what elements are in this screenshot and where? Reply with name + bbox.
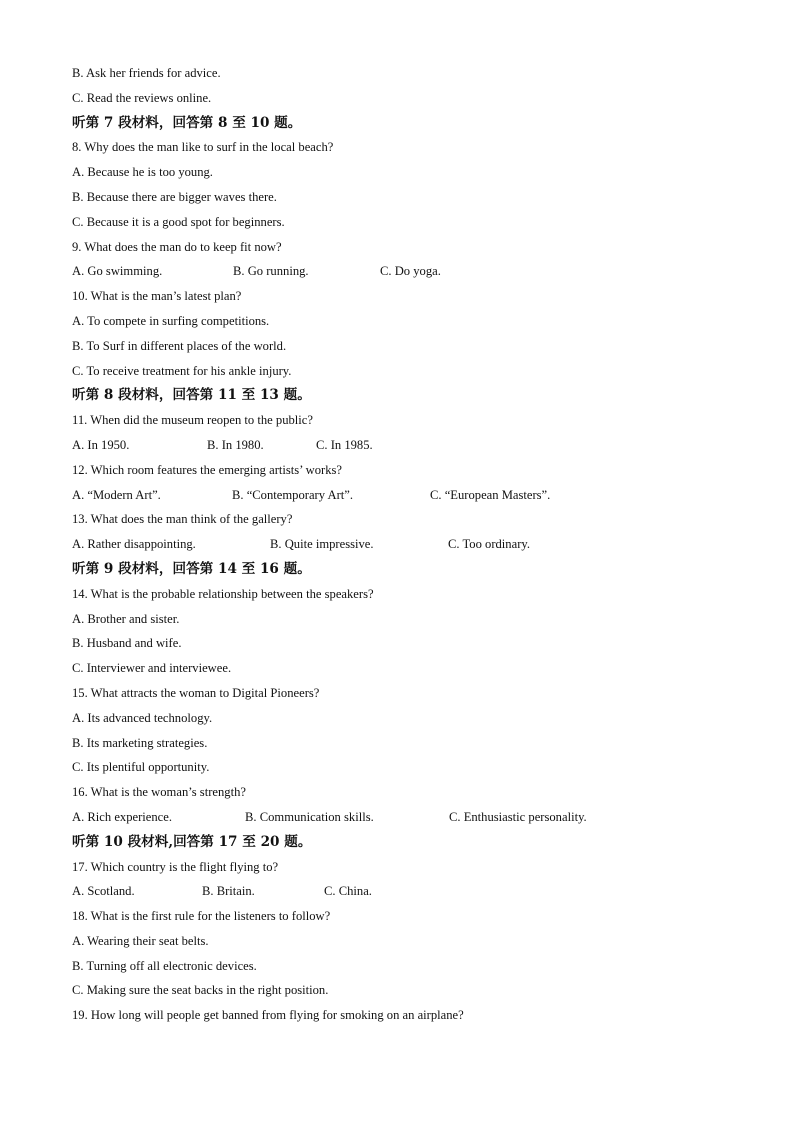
answer-options-row <box>72 433 732 458</box>
answer-options-row <box>72 532 732 557</box>
answer-option: A. Because he is too young. <box>72 165 213 180</box>
answer-option: B. Turning off all electronic devices. <box>72 958 257 973</box>
question-text: 13. What does the man think of the gallery? <box>72 512 293 527</box>
answer-option: C. Making sure the seat backs in the right position. <box>72 983 329 998</box>
answer-option: B. To Surf in different places of the world. <box>72 338 287 353</box>
answer-option: A. Go swimming. <box>72 264 163 279</box>
answer-option: A. To compete in surfing competitions. <box>72 313 270 328</box>
answer-option: C. China. <box>324 884 372 899</box>
question-text: 8. Why does the man like to surf in the local beach? <box>72 140 334 155</box>
answer-options-row <box>72 483 732 508</box>
answer-option: B. Britain. <box>202 884 255 899</box>
answer-options-row <box>72 879 732 904</box>
section-header: 听第 10 段材料,回答第 17 至 20 题。 <box>72 833 312 850</box>
answer-option: C. Too ordinary. <box>448 537 531 552</box>
answer-option: C. To receive treatment for his ankle injury. <box>72 363 292 378</box>
answer-option: B. Go running. <box>233 264 309 279</box>
answer-option: B. “Contemporary Art”. <box>232 487 354 502</box>
question-text: 12. Which room features the emerging artists’ works? <box>72 462 342 477</box>
answer-options-row <box>72 805 732 830</box>
question-text: 16. What is the woman’s strength? <box>72 785 246 800</box>
question-text: 11. When did the museum reopen to the public? <box>72 413 313 428</box>
answer-option: A. Wearing their seat belts. <box>72 933 209 948</box>
answer-option: B. Ask her friends for advice. <box>72 66 221 80</box>
answer-option: B. Because there are bigger waves there. <box>72 189 277 204</box>
answer-option: A. Scotland. <box>72 884 135 899</box>
question-text: 9. What does the man do to keep fit now? <box>72 239 282 254</box>
section-header: 听第 8 段材料，回答第 11 至 13 题。 <box>72 387 311 404</box>
question-text: 15. What attracts the woman to Digital Pioneers? <box>72 685 320 700</box>
answer-option: A. Rather disappointing. <box>72 537 196 552</box>
question-text: 10. What is the man’s latest plan? <box>72 289 242 304</box>
answer-option: B. Quite impressive. <box>270 537 374 552</box>
answer-option: B. In 1980. <box>207 437 264 452</box>
answer-option: B. Communication skills. <box>245 809 374 824</box>
question-text: 17. Which country is the flight flying to? <box>72 859 279 874</box>
answer-option: A. In 1950. <box>72 437 130 452</box>
answer-options-row <box>72 259 732 284</box>
answer-option: A. Brother and sister. <box>72 611 180 626</box>
question-text: 18. What is the first rule for the listeners to follow? <box>72 909 331 924</box>
question-text: 19. How long will people get banned from flying for smoking on an airplane? <box>72 1008 464 1023</box>
answer-option: C. In 1985. <box>316 437 373 452</box>
answer-option: C. Enthusiastic personality. <box>449 809 587 824</box>
answer-option: B. Its marketing strategies. <box>72 735 208 750</box>
answer-option: A. Rich experience. <box>72 809 173 824</box>
answer-option: B. Husband and wife. <box>72 636 182 651</box>
answer-option: C. Its plentiful opportunity. <box>72 760 210 775</box>
question-text: 14. What is the probable relationship between the speakers? <box>72 586 374 601</box>
answer-option: C. Interviewer and interviewee. <box>72 661 232 676</box>
answer-option: C. Because it is a good spot for beginners. <box>72 214 285 229</box>
document-page <box>72 61 732 1028</box>
answer-option: A. “Modern Art”. <box>72 487 161 502</box>
answer-option: C. Do yoga. <box>380 264 441 279</box>
answer-option: A. Its advanced technology. <box>72 710 213 725</box>
section-header: 听第 9 段材料，回答第 14 至 16 题。 <box>72 560 311 577</box>
section-header: 听第 7 段材料，回答第 8 至 10 题。 <box>72 114 302 131</box>
answer-option: C. “European Masters”. <box>430 487 551 502</box>
answer-option: C. Read the reviews online. <box>72 90 212 105</box>
